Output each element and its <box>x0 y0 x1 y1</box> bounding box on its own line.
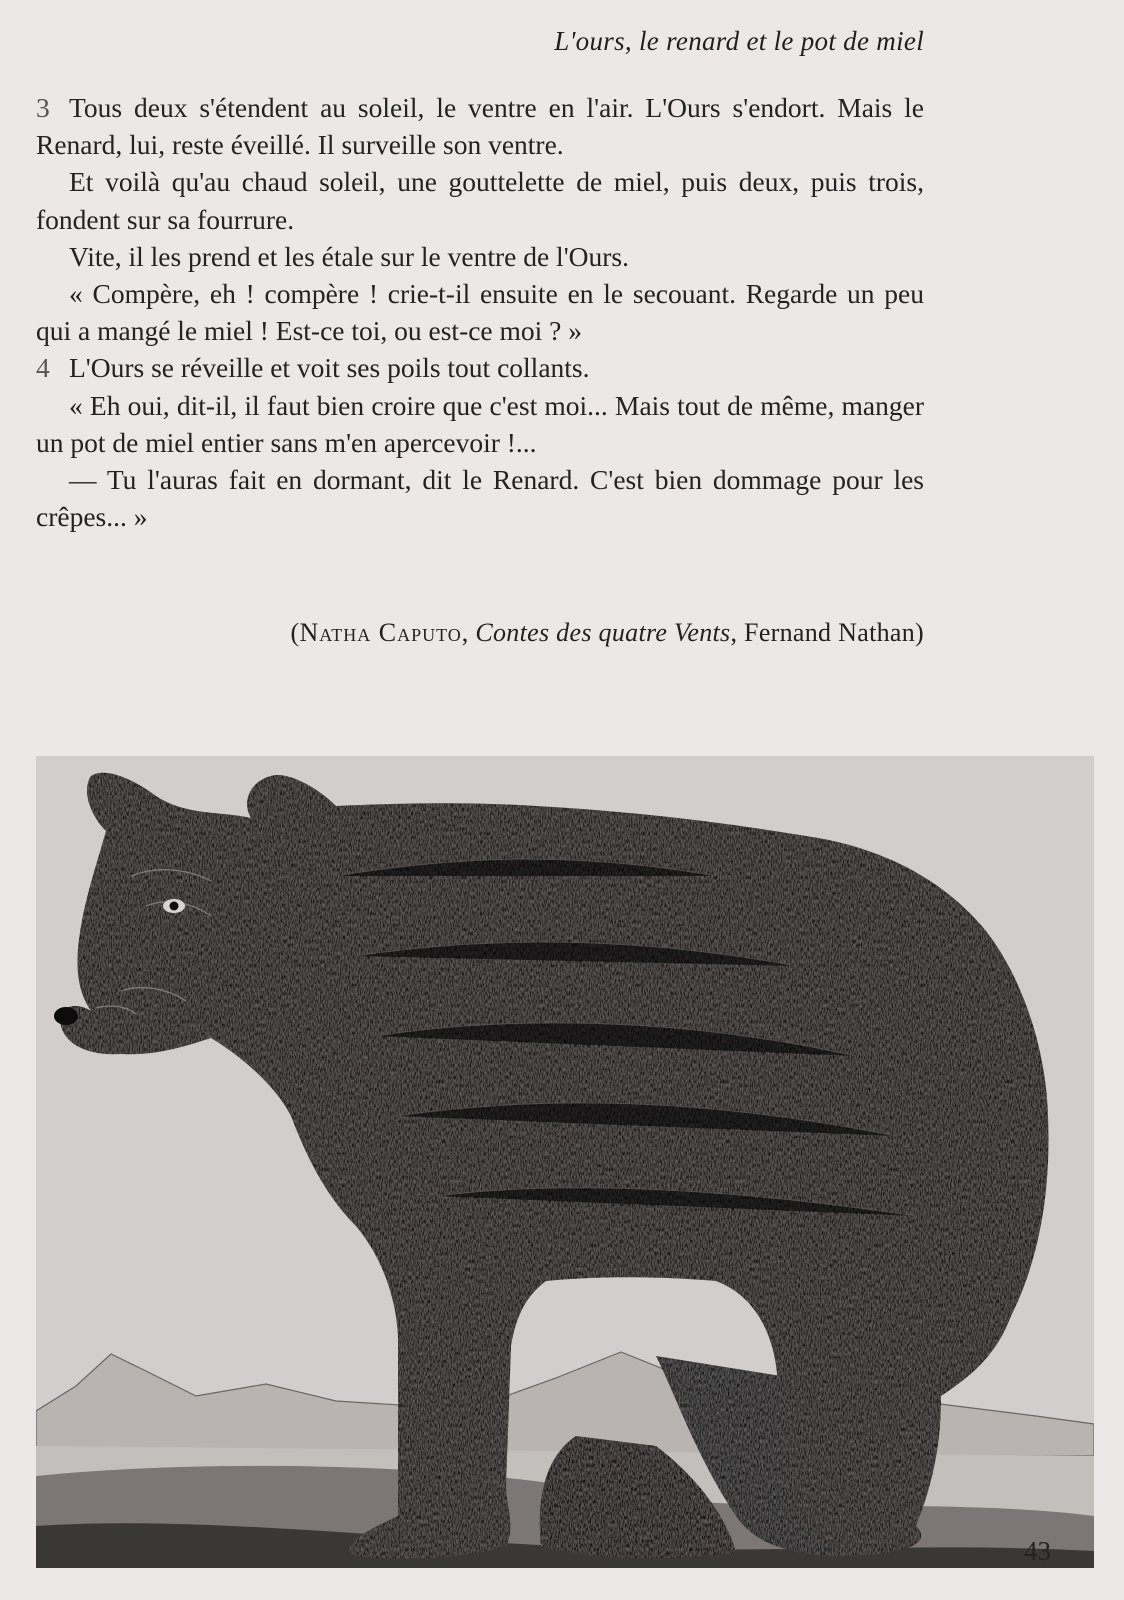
paragraph-number: 3 <box>36 92 50 123</box>
citation <box>290 618 924 648</box>
citation-work: Contes des quatre Vents <box>475 618 731 647</box>
paragraph: « Compère, eh ! compère ! crie-t-il ensuite en le secouant. Regarde un peu qui a mangé le miel ! Est-ce toi, ou est-ce moi ? » <box>36 278 924 347</box>
paragraph: — Tu l'auras fait en dormant, dit le Renard. C'est bien dommage pour les crêpes... » <box>36 464 924 533</box>
paragraph: « Eh oui, dit-il, il faut bien croire que c'est moi... Mais tout de même, manger un pot de miel entier sans m'en apercevoir !... <box>36 389 924 458</box>
citation-separator: , <box>461 618 476 647</box>
citation-open: ( <box>290 618 300 647</box>
citation-publisher: , Fernand Nathan) <box>730 618 924 647</box>
running-title: L'ours, le renard et le pot de miel <box>554 26 924 56</box>
paragraph-text: L'Ours se réveille et voit ses poils tout collants. <box>69 352 590 384</box>
story-text <box>36 89 924 535</box>
paragraph-number: 4 <box>36 352 50 384</box>
page-number: 43 <box>1024 1536 1051 1566</box>
citation-author: Natha Caputo <box>299 618 462 647</box>
paragraph-3 <box>36 89 924 163</box>
paragraph-4 <box>36 349 924 386</box>
bear-illustration <box>36 756 1094 1568</box>
paragraph-text: Tous deux s'étendent au soleil, le ventre en l'air. L'Ours s'endort. Mais le Renard, lui, reste éveillé. Il surveille son ventre. <box>36 92 924 161</box>
bear-nose <box>54 1007 78 1025</box>
paragraph: Vite, il les prend et les étale sur le ventre de l'Ours. <box>69 240 629 272</box>
paragraph: Et voilà qu'au chaud soleil, une gouttelette de miel, puis deux, puis trois, fondent sur sa fourrure. <box>36 166 924 235</box>
